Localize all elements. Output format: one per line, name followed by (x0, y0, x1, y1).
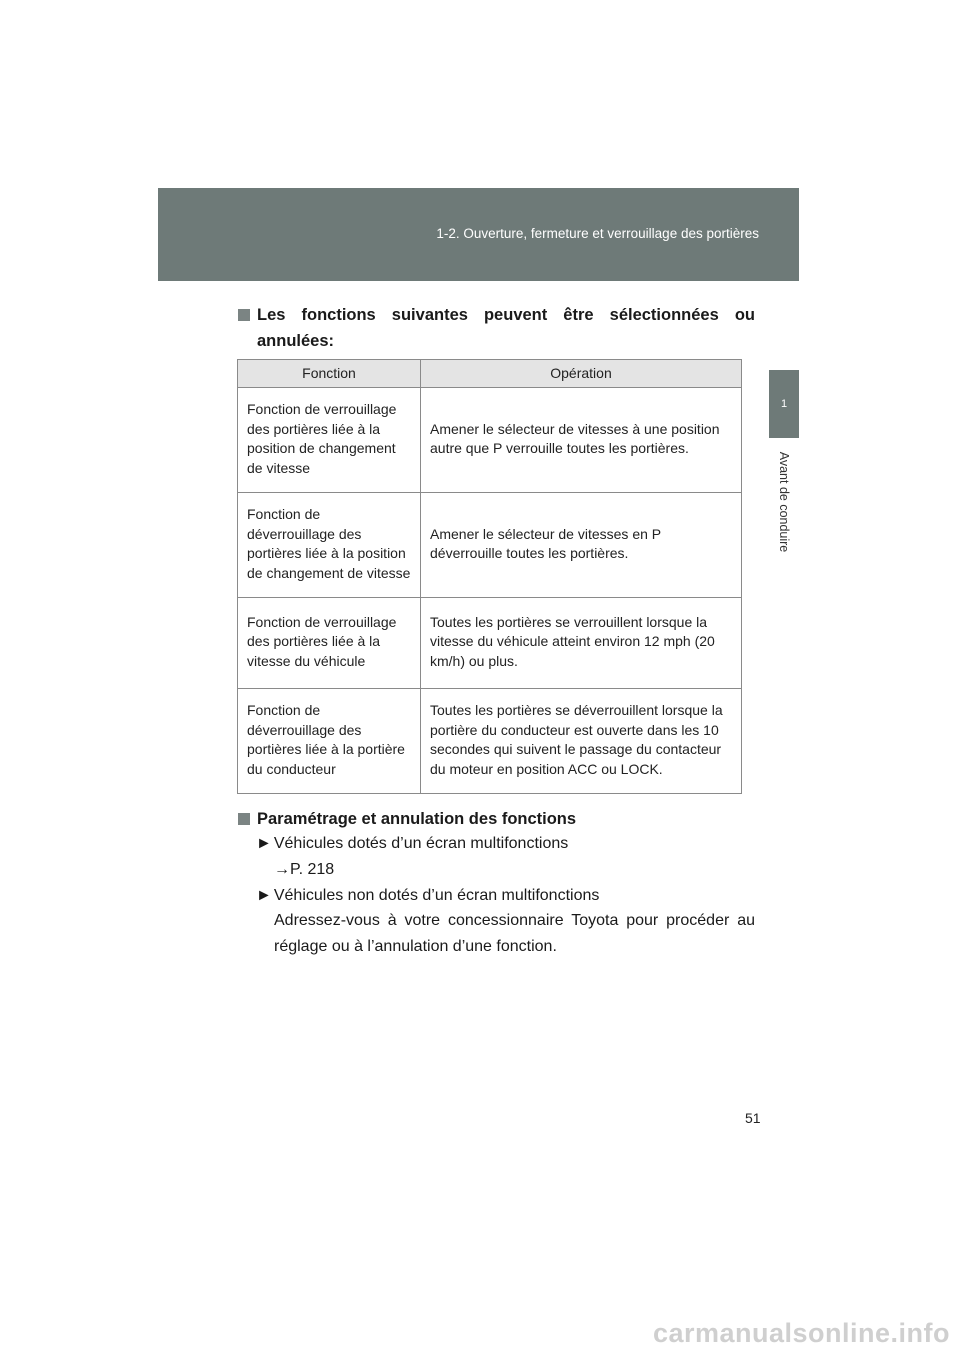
operation-cell: Toutes les portières se déverrouillent lorsque la portière du conducteur est ouverte dans les 10 secondes qui suivent le passage du contacteur du moteur en position ACC ou LOCK. (421, 689, 742, 794)
table-row (238, 493, 742, 598)
list-item-text: Véhicules non dotés d’un écran multifonctions (273, 887, 600, 904)
square-bullet-icon (238, 309, 250, 321)
list-item (256, 832, 568, 856)
chapter-tab (769, 370, 799, 438)
column-header-function: Fonction (238, 360, 421, 388)
table-row (238, 388, 742, 493)
operation-cell: Toutes les portières se verrouillent lorsque la vitesse du véhicule atteint environ 12 mph (20 km/h) ou plus. (421, 598, 742, 689)
section-heading-text: Les fonctions suivantes peuvent être sélectionnées ou annulées: (257, 306, 755, 350)
function-cell: Fonction de déverrouillage des portières liée à la position de changement de vitesse (238, 493, 421, 598)
watermark: carmanualsonline.info (652, 1318, 950, 1348)
functions-table (237, 359, 742, 794)
chapter-number: 1 (780, 398, 788, 410)
chapter-label-text: Avant de conduire (777, 451, 791, 553)
function-cell: Fonction de verrouillage des portières liée à la vitesse du véhicule (238, 598, 421, 689)
triangle-right-icon: ► (256, 835, 272, 852)
table-header-row (238, 360, 742, 388)
square-bullet-icon (238, 813, 250, 825)
body-paragraph: Adressez-vous à votre concessionnaire Toyota pour procéder au réglage ou à l’annulation d’une fonction. (274, 912, 755, 955)
section-title: 1-2. Ouverture, fermeture et verrouillage des portières (436, 226, 759, 241)
table-row (238, 598, 742, 689)
section-heading (238, 806, 755, 832)
section-heading-text: Paramétrage et annulation des fonctions (257, 810, 577, 828)
function-cell: Fonction de verrouillage des portières liée à la position de changement de vitesse (238, 388, 421, 493)
page-number: 51 (745, 1110, 761, 1126)
list-item (256, 884, 599, 908)
table-row (238, 689, 742, 794)
operation-cell: Amener le sélecteur de vitesses à une position autre que P verrouille toutes les portières. (421, 388, 742, 493)
footer-band (0, 1296, 960, 1358)
triangle-right-icon: ► (256, 887, 272, 904)
list-item-text: Véhicules dotés d’un écran multifonctions (273, 835, 569, 852)
section-heading (238, 302, 755, 354)
operation-cell: Amener le sélecteur de vitesses en P déverrouille toutes les portières. (421, 493, 742, 598)
header-band (158, 188, 799, 281)
column-header-operation: Opération (421, 360, 742, 388)
function-cell: Fonction de déverrouillage des portières liée à la portière du conducteur (238, 689, 421, 794)
page-reference[interactable] (274, 858, 334, 882)
page-reference-text[interactable]: P. 218 (290, 861, 335, 878)
arrow-right-icon: → (274, 861, 290, 878)
